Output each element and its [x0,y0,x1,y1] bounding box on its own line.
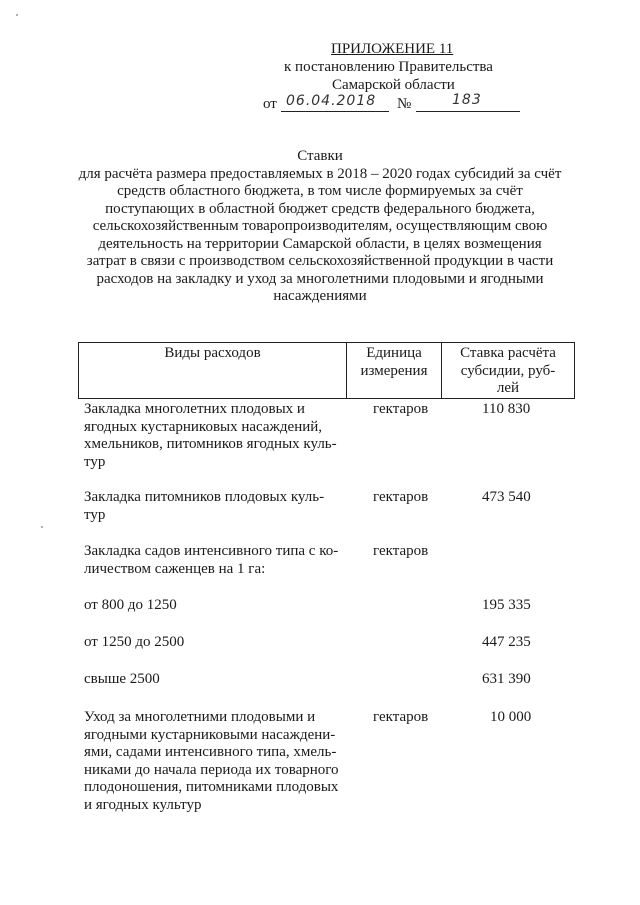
title-line: средств областного бюджета, в том числе формируемых за счёт [117,183,523,199]
title-line: поступающих в областной бюджет средств федерального бюджета, [105,200,535,217]
table-row-rate: 110 830 [482,401,531,417]
table-row-rate: 10 000 [490,709,532,725]
table-row-unit: гектаров [373,543,429,559]
number-underline [416,111,520,112]
table-row-expense: от 1250 до 2500 [84,634,185,650]
scan-speck [41,526,43,528]
header-expense-type: Виды расходов [164,345,261,361]
title-line: расходов на закладку и уход за многолетними плодовыми и ягодными [96,270,544,287]
header-rate: Ставка расчёта субсидии, руб- лей [460,345,556,396]
table-row-unit: гектаров [373,709,429,725]
table-row-rate: 473 540 [482,489,531,505]
table-top-border [78,342,575,343]
title-line: для расчёта размера предоставляемых в 2018 – 2020 годах субсидий за счёт [78,165,562,182]
decree-line-1: к постановлению Правительства [284,59,493,75]
title-line: насаждениями [273,288,367,304]
title-line: деятельность на территории Самарской области, в целях возмещения [98,235,542,252]
table-row-expense: Уход за многолетними плодовыми и ягодными кустарниковыми насаждени- ями, садами интенсивного типа, хмель- никами до начала периода их товарного плодоношения, питомниками плодовых и ягодных культур [84,709,339,813]
table-row-expense: Закладка садов интенсивного типа с ко- личеством саженцев на 1 га: [84,543,339,577]
scan-speck [16,14,18,16]
table-row-rate: 631 390 [482,671,531,687]
title-heading: Ставки [297,148,343,164]
table-row-expense: свыше 2500 [84,671,160,687]
header-unit: Единица измерения [360,345,428,379]
number-sign: № [397,96,412,112]
table-row-unit: гектаров [373,489,429,505]
handwritten-number: 183 [452,92,482,108]
table-row-rate: 195 335 [482,597,531,613]
document-title [60,148,580,306]
table-row-expense: от 800 до 1250 [84,597,177,613]
title-line: затрат в связи с производством сельскохозяйственной продукции в части [86,253,554,269]
date-prefix: от [263,96,277,112]
table-row-expense: Закладка многолетних плодовых и ягодных кустарниковых насаждений, хмельников, питомников ягодных куль- тур [84,401,337,470]
table-row-unit: гектаров [373,401,429,417]
decree-line-2: Самарской области [332,77,455,93]
table-right-border [574,342,575,399]
table-row-rate: 447 235 [482,634,531,650]
appendix-label: ПРИЛОЖЕНИЕ 11 [331,41,454,57]
table-header-bottom-border [78,398,575,399]
handwritten-date: 06.04.2018 [286,93,377,109]
date-underline [281,111,389,112]
table-row-expense: Закладка питомников плодовых куль- тур [84,489,325,523]
title-line: сельскохозяйственным товаропроизводителям, осуществляющим свою [92,218,548,234]
